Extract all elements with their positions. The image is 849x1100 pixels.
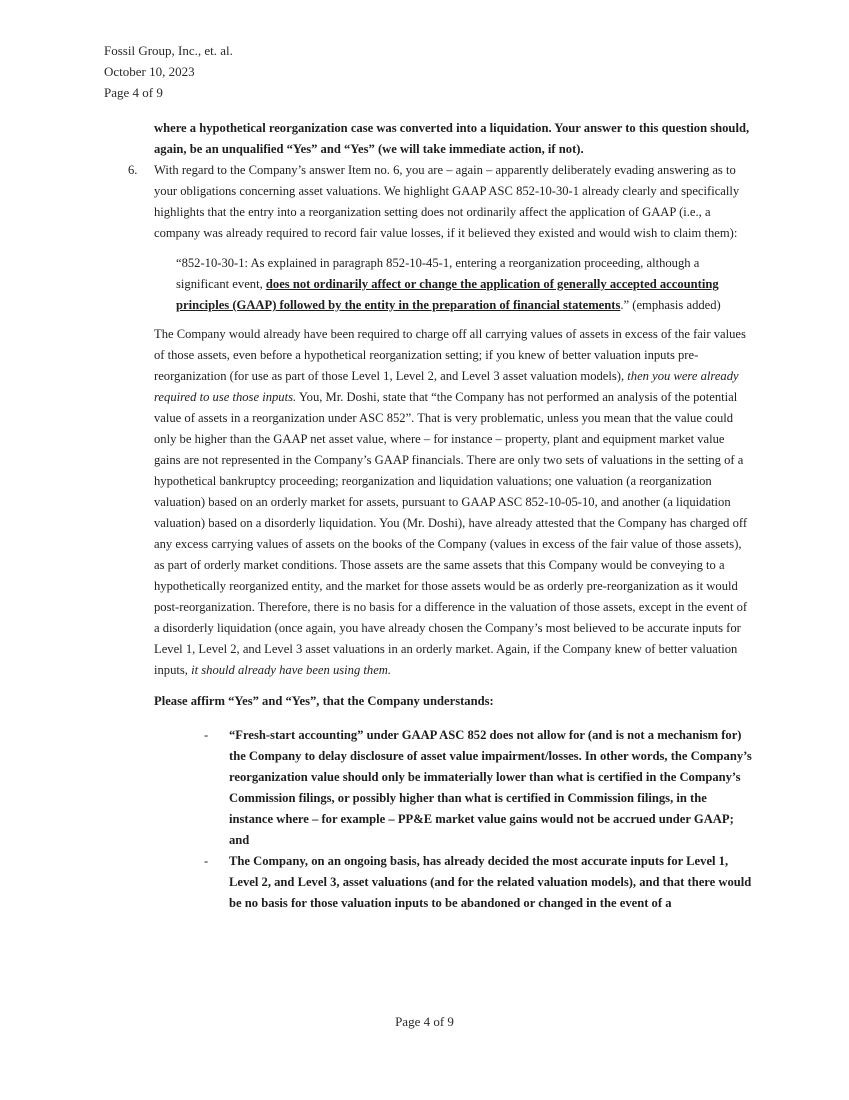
letter-body: [128, 118, 754, 914]
paragraph-part-2: You, Mr. Doshi, state that “the Company has not performed an analysis of the potential value of assets in a reorganization under ASC 852”. That is very problematic, unless you mean that the value could only be higher than the GAAP net asset value, where – for instance – property, plant and equipment market value gains are not represented in the Company’s GAAP financials. There are only two sets of valuations in the setting of a hypothetical bankruptcy proceeding; reorganization and liquidation valuations; one valuation (a reorganization valuation) based on an orderly market for assets, pursuant to GAAP ASC 852-10-05-10, and another (a liquidation valuation) based on a disorderly liquidation. You (Mr. Doshi), have already attested that the Company has charged off any excess carrying values of assets on the books of the Company (values in excess of the fair value of those assets), as part of orderly market conditions. Those assets are the same assets that this Company would be conveying to a hypothetically reorganized entity, and the market for those assets would be as orderly pre-reorganization as it would post-reorganization. Therefore, there is no basis for a difference in the valuation of those assets, except in the event of a disorderly liquidation (once again, you have already chosen the Company’s most believed to be accurate inputs for Level 1, Level 2, and Level 3 asset valuations in an orderly market. Again, if the Company knew of better valuation inputs,: [154, 390, 748, 677]
page-footer: Page 4 of 9: [395, 1014, 454, 1029]
paragraph-part-1: The Company would already have been required to charge off all carrying values of assets in excess of the fair values of those assets, even before a hypothetical reorganization setting; if you knew of better valuation inputs pre-reorganization (for use as part of those Level 1, Level 2, and Level 3 asset valuation models),: [154, 327, 746, 383]
affirm-request: Please affirm “Yes” and “Yes”, that the Company understands:: [154, 694, 494, 708]
dash-bullet: -: [204, 727, 209, 742]
affirm-list: [154, 725, 754, 914]
header-date: October 10, 2023: [104, 64, 195, 79]
paragraph-emphasis-1: then you were already required to use those inputs.: [154, 369, 739, 404]
continuation-paragraph: where a hypothetical reorganization case was converted into a liquidation. Your answer to this question should, again, be an unqualified “Yes” and “Yes” (we will take immediate action, if not).: [154, 121, 750, 156]
body-paragraph: [154, 324, 754, 681]
item-number: 6.: [128, 163, 138, 177]
header-page-number: Page 4 of 9: [104, 85, 163, 100]
paragraph-emphasis-2: it should already have been using them.: [191, 663, 392, 677]
numbered-item-6: [128, 160, 754, 244]
quote-tail: .” (emphasis added): [620, 298, 721, 312]
bullet-2-text: The Company, on an ongoing basis, has already decided the most accurate inputs for Level 1, Level 2, and Level 3, asset valuations (and for the related valuation models), and that there would be no basis for those valuation inputs to be abandoned or changed in the event of a: [229, 853, 752, 910]
quote-lead: “852-10-30-1: As explained in paragraph 852-10-45-1, entering a reorganization proceeding, although a significant event,: [176, 256, 700, 291]
letter-header: [104, 40, 233, 103]
quote-emphasis: does not ordinarily affect or change the application of generally accepted accounting principles (GAAP) followed by the entity in the preparation of financial statements: [176, 277, 719, 312]
header-company: Fossil Group, Inc., et. al.: [104, 43, 233, 58]
block-quote: [176, 253, 754, 316]
bullet-1-text: “Fresh-start accounting” under GAAP ASC 852 does not allow for (and is not a mechanism for) the Company to delay disclosure of asset value impairment/losses. In other words, the Company’s reorganization value should only be immaterially lower than what is certified in the Company’s Commission filings, or possibly higher than what is certified in Commission filings, in the instance where – for example – PP&E market value gains would not be accrued under GAAP; and: [229, 727, 752, 847]
item-6-text: With regard to the Company’s answer Item no. 6, you are – again – apparently deliberately evading answering as to your obligations concerning asset valuations. We highlight GAAP ASC 852-10-30-1 already clearly and specifically highlights that the entry into a reorganization setting does not ordinarily affect the application of GAAP (i.e., a company was already required to record fair value losses, if it believed they existed and would wish to claim them):: [154, 163, 740, 240]
list-item: [154, 851, 754, 914]
list-item: [154, 725, 754, 851]
dash-bullet: -: [204, 853, 209, 868]
